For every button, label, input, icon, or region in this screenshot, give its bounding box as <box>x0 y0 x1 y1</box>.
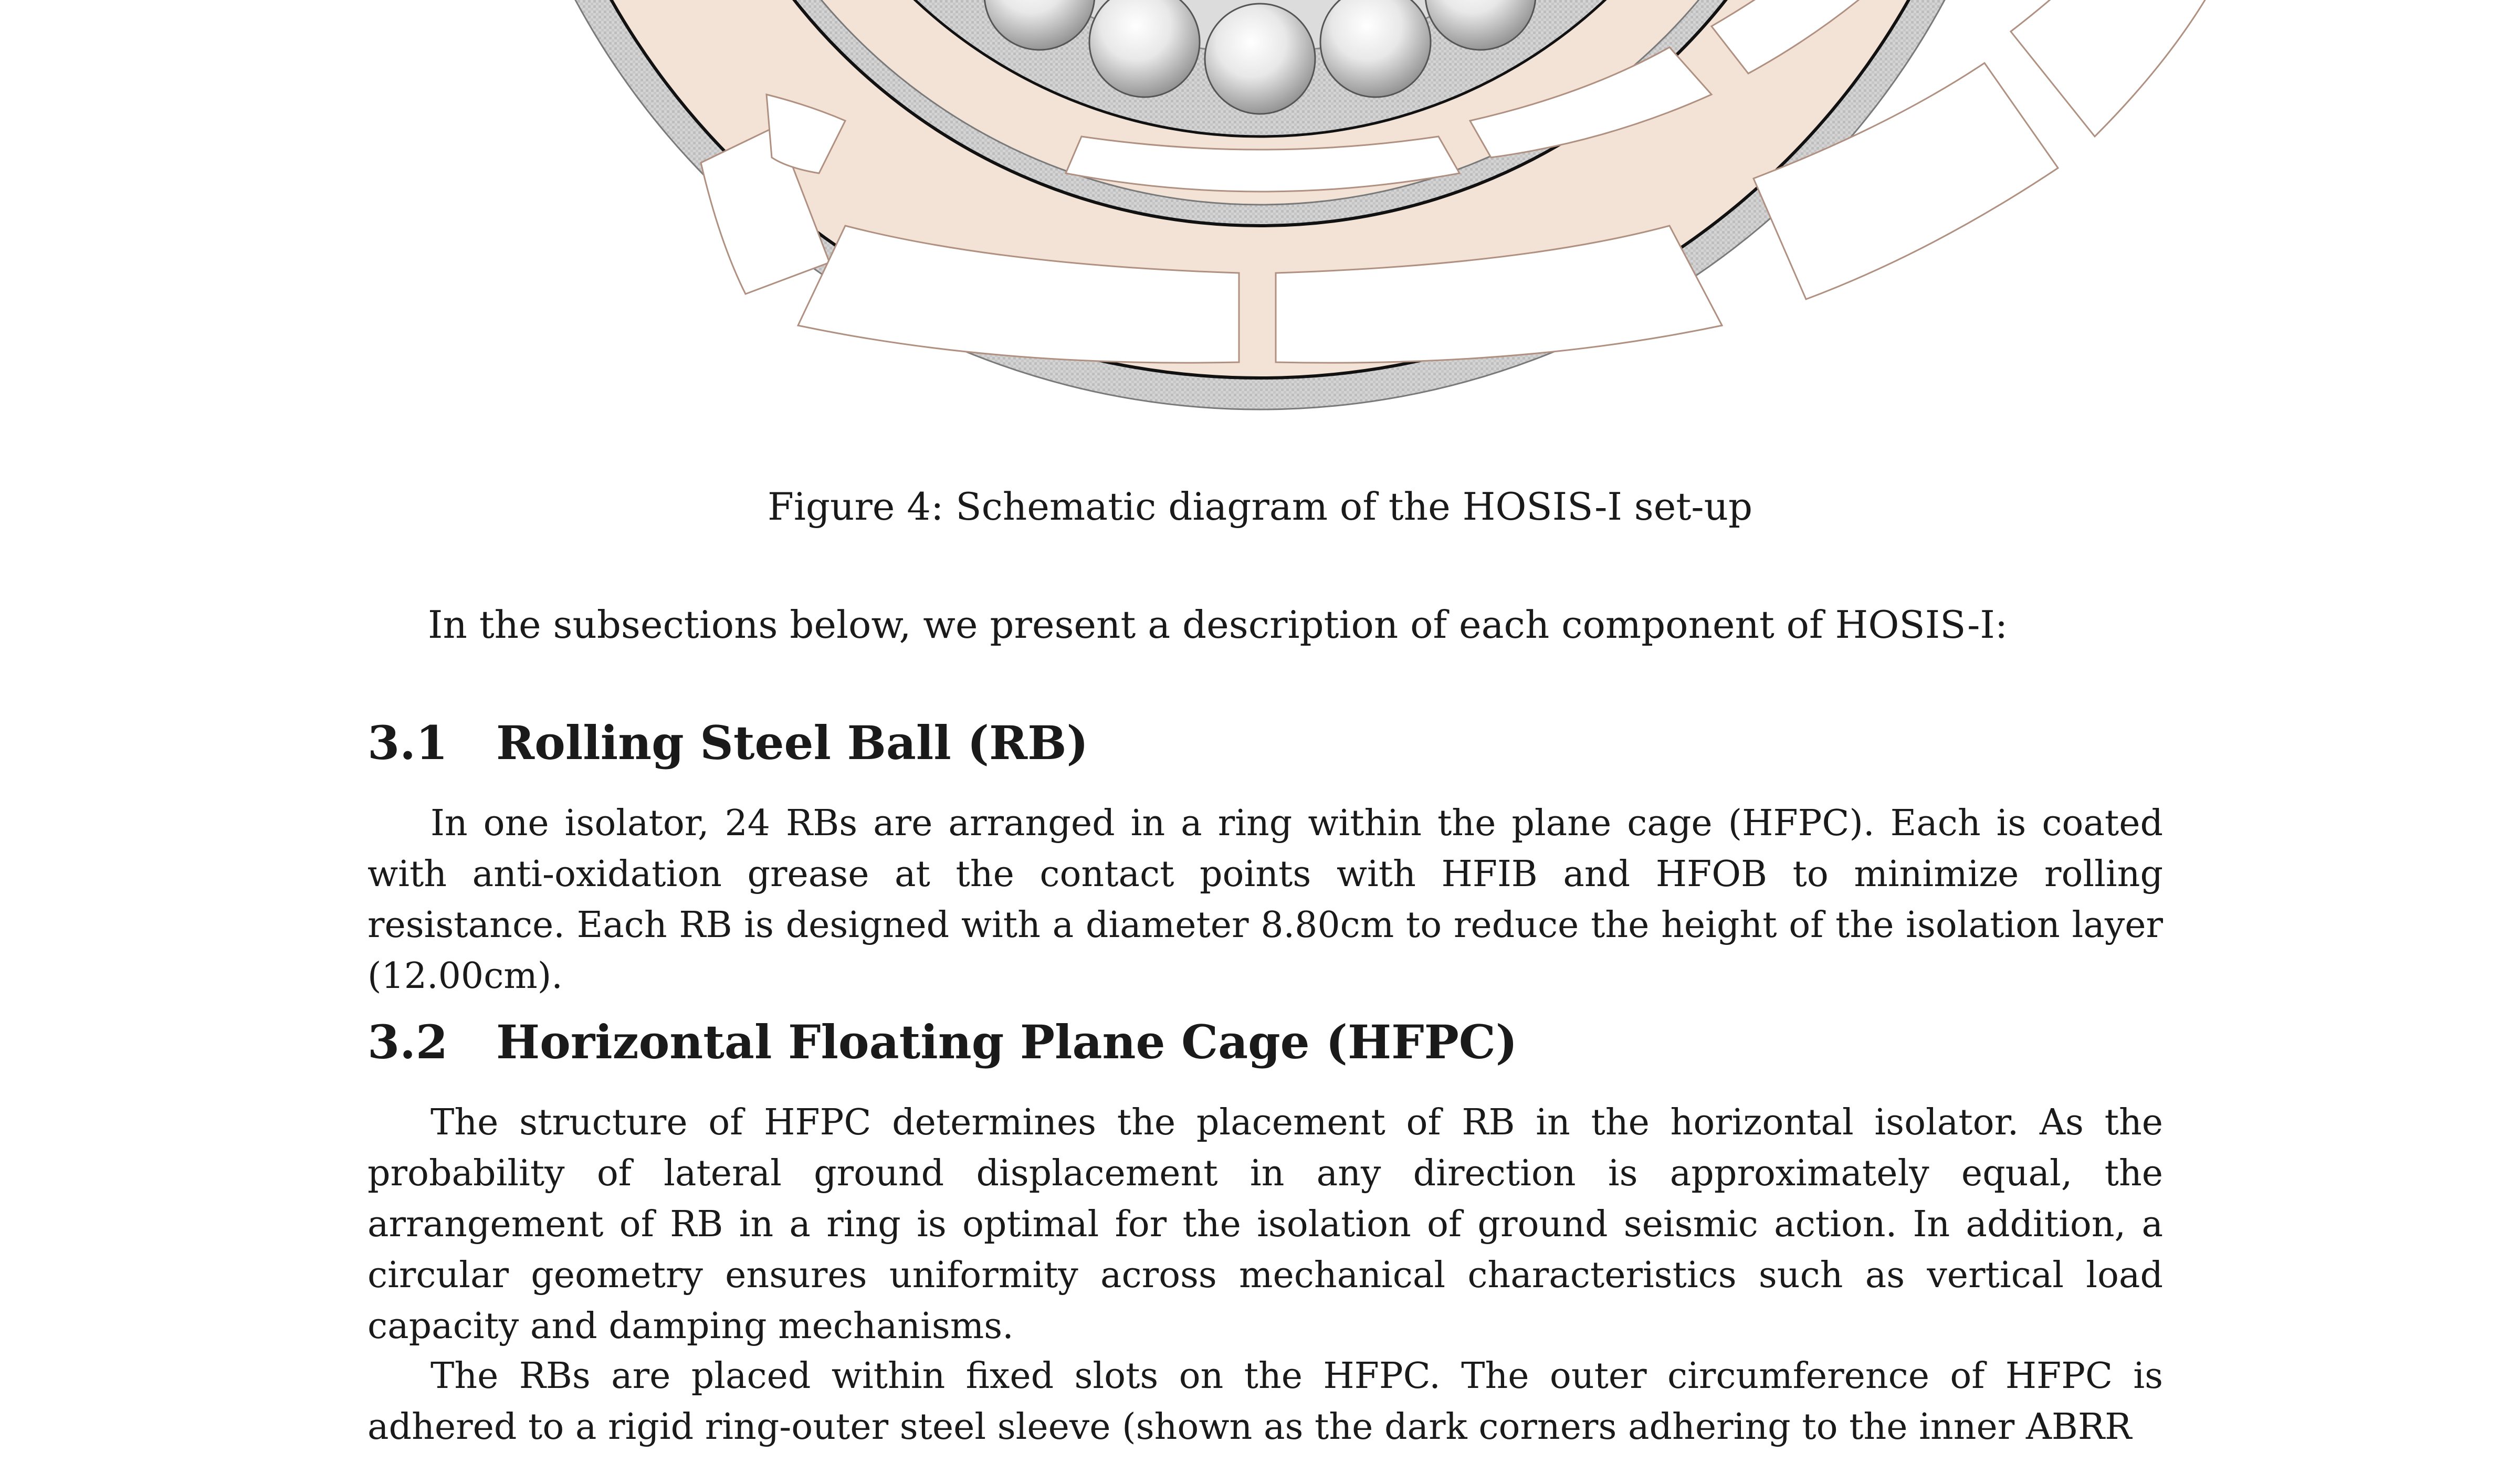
section-paragraph: The RBs are placed within fixed slots on the HFPC. The outer circumference of HFPC is adhered to a rigid ring-outer steel sleeve (shown as the dark corners adhering to the inner ABRR <box>368 1355 2163 1448</box>
section-title: Horizontal Floating Plane Cage (HFPC) <box>496 1015 1518 1069</box>
section-heading-3-1 <box>368 714 1088 772</box>
section-number: 3.1 <box>368 715 448 770</box>
section-paragraph: In one isolator, 24 RBs are arranged in a ring within the plane cage (HFPC). Each is coated with anti-oxidation grease at the contact points with HFIB and HFOB to minimize rolling resistance. Each RB is designed with a diameter 8.80cm to reduce the height of the isolation layer (12.00cm). <box>368 803 2163 997</box>
rolling-ball <box>1205 4 1315 114</box>
section-paragraph: The structure of HFPC determines the placement of RB in the horizontal isolator. As the probability of lateral ground displacement in any direction is approximately equal, the arrangement of RB in a ring is optimal for the isolation of ground seismic action. In addition, a circular geometry ensures uniformity across mechanical characteristics such as vertical load capacity and damping mechanisms. <box>368 1102 2163 1347</box>
section-title: Rolling Steel Ball (RB) <box>496 715 1089 770</box>
hosis-schematic-diagram <box>0 0 2520 420</box>
section-heading-3-2 <box>368 1013 1517 1071</box>
figure-caption: Figure 4: Schematic diagram of the HOSIS-I set-up <box>767 485 1753 529</box>
section-number: 3.2 <box>368 1015 448 1069</box>
intro-paragraph: In the subsections below, we present a description of each component of HOSIS-I: <box>428 603 2008 647</box>
